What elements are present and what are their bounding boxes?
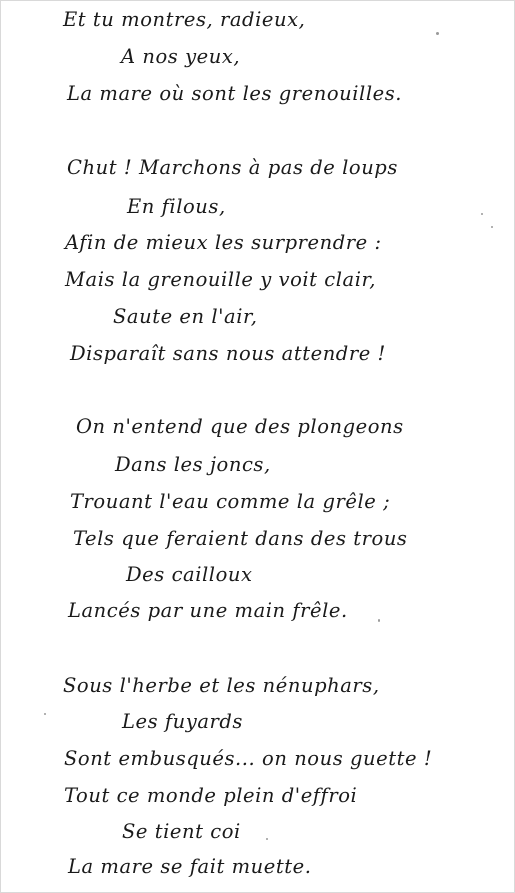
poem-line: Sont embusqués... on nous guette ! [64,747,433,770]
scan-speck [44,713,46,715]
poem-line: En filous, [127,195,226,218]
scan-speck [491,226,493,228]
poem-line: La mare se fait muette. [68,855,312,878]
poem-line: On n'entend que des plongeons [76,415,404,438]
poem-line: Les fuyards [122,710,243,733]
poem-line: Lancés par une main frêle. [68,599,348,622]
poem-line: Trouant l'eau comme la grêle ; [70,490,391,513]
poem-line: Tels que feraient dans des trous [73,527,408,550]
poem-line: Disparaît sans nous attendre ! [70,342,386,365]
poem-line: Des cailloux [126,563,253,586]
poem-line: Sous l'herbe et les nénuphars, [63,674,380,697]
poem-line: La mare où sont les grenouilles. [67,82,403,105]
poem-line: Chut ! Marchons à pas de loups [67,156,398,179]
poem-line: Dans les joncs, [115,453,271,476]
poem-line: Se tient coi [122,820,241,843]
poem-line: Afin de mieux les surprendre : [65,231,382,254]
scan-speck [266,838,268,840]
poem-line: Saute en l'air, [113,305,258,328]
poem-line: A nos yeux, [121,45,241,68]
scan-speck [436,32,439,35]
scan-speck [378,619,380,622]
poem-line: Mais la grenouille y voit clair, [65,268,376,291]
scan-speck [481,213,483,215]
poem-line: Tout ce monde plein d'effroi [64,784,358,807]
poem-line: Et tu montres, radieux, [63,8,306,31]
